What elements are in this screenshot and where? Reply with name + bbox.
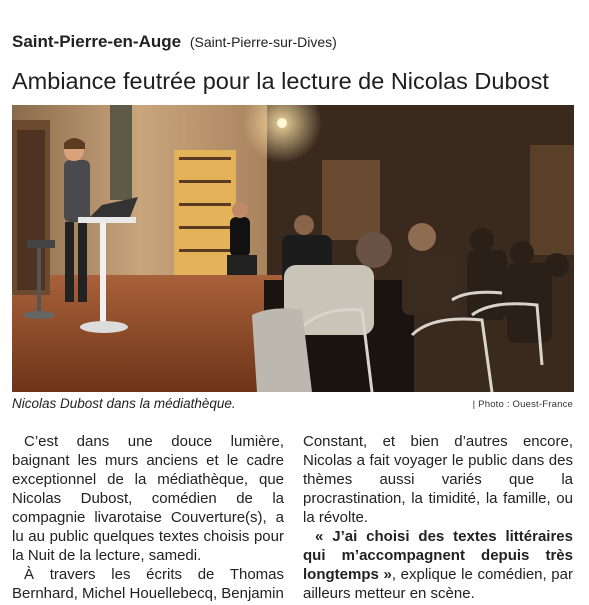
article-paragraph-1: C’est dans une douce lumière, baignant les murs anciens et le cadre exceptionnel de la médiathèque, que Nicolas Dubost, comédien de la compagnie livarotaise Couverture(s), a lu au public quelques textes choisis pour la Nuit de la lecture, samedi. (12, 433, 284, 564)
article-quote-attribution: , explique le comédien, par ailleurs metteur en scène. (303, 566, 573, 602)
article-headline: Ambiance feutrée pour la lecture de Nicolas Dubost (12, 68, 549, 94)
article-sublocation: (Saint-Pierre-sur-Dives) (189, 34, 337, 50)
article-column-1 (12, 432, 284, 603)
article-location: Saint-Pierre-en-Auge (12, 32, 182, 51)
article-paragraph-4 (303, 527, 573, 603)
article-kicker (12, 32, 337, 52)
article-column-2 (303, 432, 573, 603)
article-paragraph-2: À travers les écrits de Thomas Bernhard, Michel Houellebecq, Benjamin (12, 566, 284, 602)
photo-credit: | Photo : Ouest-France (472, 399, 573, 410)
article-paragraph-3: Constant, et bien d’autres encore, Nicolas a fait voyager le public dans des thèmes aussi variés que la procrastination, la timidité, la famille, ou la révolte. (303, 433, 573, 526)
article-photo (12, 105, 574, 392)
article-quote: « J’ai choisi des textes littéraires qui m’accompagnent depuis très longtemps » (303, 528, 573, 583)
photo-caption: Nicolas Dubost dans la médiathèque. (12, 396, 236, 411)
